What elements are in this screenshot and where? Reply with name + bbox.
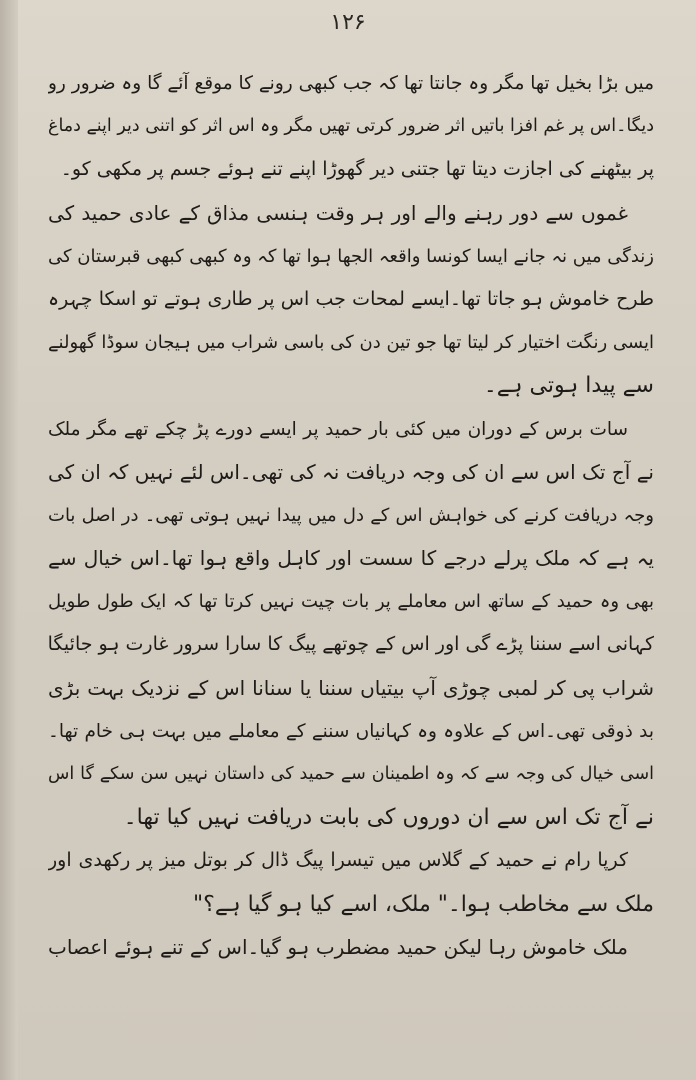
text-line: نے آج تک اس سے ان کی وجہ دریافت نہ کی تھی۔اس لئے نہیں کہ ان کی — [48, 459, 654, 484]
text-line: سات برس کے دوران میں کئی بار حمید پر ایسے دورے پڑ چکے تھے مگر ملک — [48, 418, 628, 440]
page-binding-shadow — [0, 0, 18, 1080]
text-line: نے آج تک اس سے ان دوروں کی بابت دریافت نہیں کیا تھا۔ — [123, 805, 654, 831]
text-line: میں بڑا بخیل تھا مگر وہ جانتا تھا کہ جب کبھی رونے کا موقع آئے گا وہ ضرور رو — [48, 73, 654, 94]
page-text-body — [48, 62, 654, 969]
text-line: اسی خیال کی وجہ سے کہ وہ اطمینان سے حمید کی داستان نہیں سن سکے گا اس — [48, 764, 654, 784]
text-line: سے پیدا ہوتی ہے۔ — [483, 373, 654, 399]
text-line: ملک خاموش رہا لیکن حمید مضطرب ہو گیا۔اس کے تنے ہوئے اعصاب — [48, 934, 628, 959]
text-line: دیگا۔اس پر غم افزا باتیں اثر ضرور کرتی تھیں مگر وہ اس اثر کو اتنی دیر اپنے دماغ — [48, 116, 654, 137]
text-line: طرح خاموش ہو جاتا تھا۔ایسے لمحات جب اس پر طاری ہوتے تو اسکا چہرہ — [48, 287, 654, 310]
text-line: وجہ دریافت کرنے کی خواہش اس کے دل میں پیدا نہیں ہوتی تھی۔ در اصل بات — [48, 504, 654, 526]
text-line: یہ ہے کہ ملک پرلے درجے کا سست اور کاہل واقع ہوا تھا۔اس خیال سے — [48, 546, 654, 571]
text-line: پر بیٹھنے کی اجازت دیتا تھا جتنی دیر گھوڑا اپنے تنے ہوئے جسم پر مکھی کو۔ — [60, 158, 654, 181]
text-line: بد ذوقی تھی۔اس کے علاوہ وہ کہانیاں سننے کے معاملے میں بہت ہی خام تھا۔ — [48, 720, 654, 742]
text-line: شراب پی کر لمبی چوڑی آپ بیتیاں سننا یا سنانا اس کے نزدیک بہت بڑی — [48, 675, 654, 700]
text-line: غموں سے دور رہنے والے اور ہر وقت ہنسی مذاق کے عادی حمید کی — [48, 200, 628, 225]
text-line: بھی وہ حمید کے ساتھ اس معاملے پر بات چیت نہیں کرتا تھا کہ ایک طول طویل — [48, 591, 654, 613]
text-line: ایسی رنگت اختیار کر لیتا تھا جو تین دن کی باسی شراب میں ہیجان سوڈا گھولنے — [48, 332, 654, 354]
page-number: ۱۲۶ — [330, 10, 366, 35]
text-line: زندگی میں نہ جانے ایسا کونسا واقعہ الجھا ہوا تھا کہ وہ کبھی کبھی قبرستان کی — [48, 245, 654, 267]
text-line: کہانی اسے سننا پڑے گی اور اس کے چوتھے پیگ کا سارا سرور غارت ہو جائیگا — [48, 633, 654, 656]
text-line: کرپا رام نے حمید کے گلاس میں تیسرا پیگ ڈال کر بوتل میز پر رکھدی اور — [48, 849, 628, 872]
text-line: ملک سے مخاطب ہوا۔" ملک، اسے کیا ہو گیا ہے؟" — [193, 891, 654, 917]
